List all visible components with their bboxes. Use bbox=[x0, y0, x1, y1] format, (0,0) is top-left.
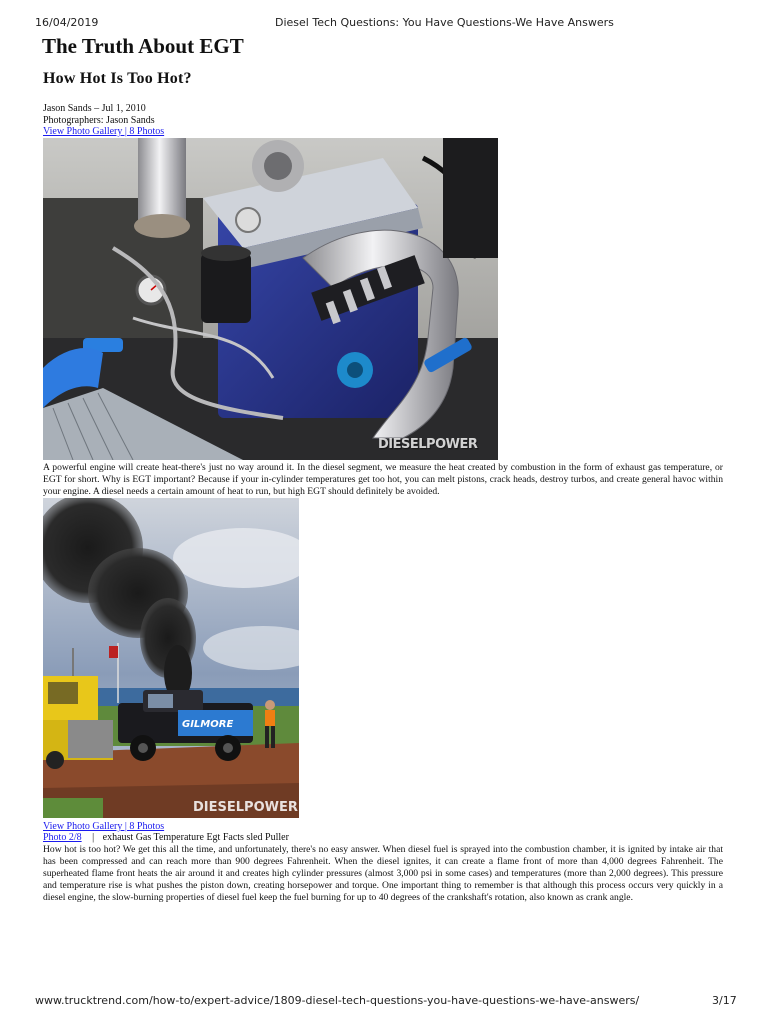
byline: Jason Sands – Jul 1, 2010 bbox=[43, 103, 146, 114]
engine-illustration bbox=[43, 138, 498, 460]
print-doc-title: Diesel Tech Questions: You Have Questions-We Have Answers bbox=[275, 16, 614, 29]
print-date: 16/04/2019 bbox=[35, 16, 99, 29]
paragraph-body: How hot is too hot? We get this all the time, and unfortunately, there's no easy answer. When diesel fuel is sprayed into the combustion chamber, it is ignited by intake air that has been compressed and can reach more than 900 degrees Fahrenheit. When the diesel ignites, it can create a flame front of more than 4,000 degrees Fahrenheit. The superheated flame front heats the air around it and creates high cylinder pressures (almost 3,000 psi in some cases) and temperatures (more than 2,000 degrees). This pressure and temperature rise is what pushes the piston down, creating horsepower and torque. One important thing to remember is that although this process occurs very quickly in a diesel engine, the slow-burning properties of diesel fuel keep the fuel burning for up to 40 degrees of the crankshaft's rotation, also known as crank angle. bbox=[43, 844, 723, 903]
photo2-watermark: DIESELPOWER bbox=[193, 800, 298, 815]
photo-counter-link[interactable]: Photo 2/8 bbox=[43, 832, 82, 843]
photo1-watermark: DIESELPOWER bbox=[378, 437, 478, 452]
engine-photo bbox=[43, 138, 498, 460]
photo-caption-row bbox=[43, 832, 289, 844]
truck-livery-text: GILMORE bbox=[182, 719, 234, 730]
photo-caption: exhaust Gas Temperature Egt Facts sled Puller bbox=[102, 832, 289, 843]
print-page-number: 3/17 bbox=[712, 994, 737, 1007]
view-photo-gallery-link[interactable]: View Photo Gallery | 8 Photos bbox=[43, 126, 165, 137]
article-subtitle: How Hot Is Too Hot? bbox=[43, 70, 192, 87]
view-photo-gallery-link-2[interactable]: View Photo Gallery | 8 Photos bbox=[43, 821, 165, 832]
paragraph-intro: A powerful engine will create heat-there's just no way around it. In the diesel segment, we measure the heat created by combustion in the form of exhaust gas temperature, or EGT for short. Why is EGT important? Because if your in-cylinder temperatures get too hot, you can melt pistons, crack heads, destroy turbos, and create general havoc within your engine. A diesel needs a certain amount of heat to run, but high EGT should definitely be avoided. bbox=[43, 462, 723, 497]
caption-separator: | bbox=[92, 832, 95, 843]
truck-pull-photo bbox=[43, 498, 299, 818]
photographers: Photographers: Jason Sands bbox=[43, 115, 155, 126]
article-title: The Truth About EGT bbox=[42, 34, 244, 58]
truck-pull-illustration bbox=[43, 498, 299, 818]
print-url: www.trucktrend.com/how-to/expert-advice/1809-diesel-tech-questions-you-have-questions-we-have-answers/ bbox=[35, 994, 640, 1007]
